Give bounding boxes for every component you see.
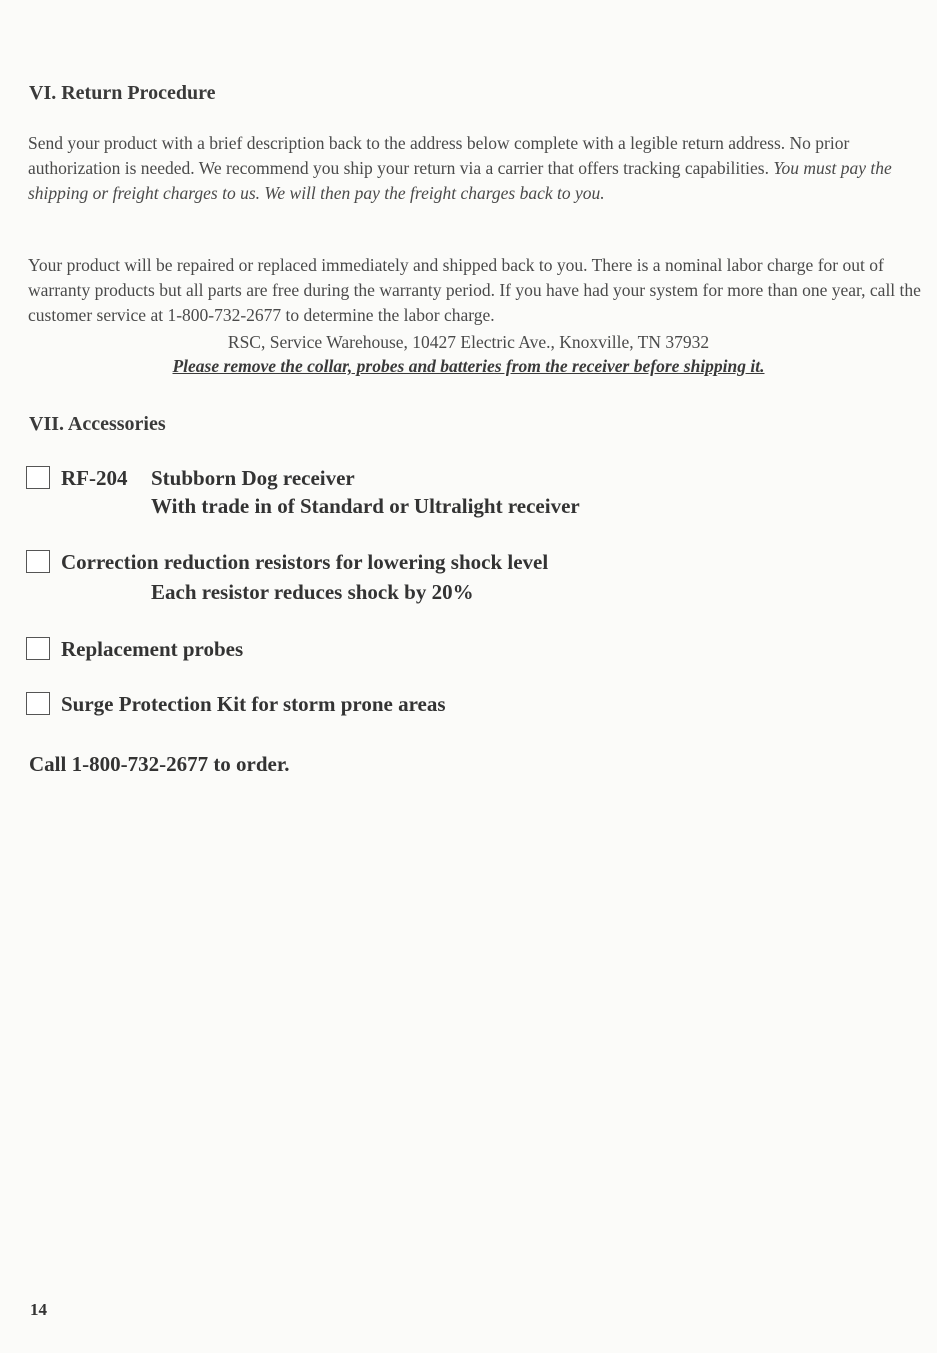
resistors-note: Each resistor reduces shock by 20% [151,580,474,604]
surge-kit-label: Surge Protection Kit for storm prone areas [61,692,446,716]
removal-notice-text: Please remove the collar, probes and batteries from the receiver before shipping it. [172,356,765,376]
receiver-trade-in-note: With trade in of Standard or Ultralight receiver [151,494,580,518]
receiver-name: Stubborn Dog receiver [151,466,355,490]
resistors-checkbox[interactable] [26,550,50,573]
accessories-heading: VII. Accessories [29,413,166,435]
order-phone-instruction: Call 1-800-732-2677 to order. [29,752,290,776]
receiver-label [61,466,355,491]
probes-label: Replacement probes [61,637,244,661]
return-procedure-heading: VI. Return Procedure [29,82,216,104]
removal-notice [0,356,937,377]
service-address: RSC, Service Warehouse, 10427 Electric Ave., Knoxville, TN 37932 [227,332,710,352]
probes-checkbox[interactable] [26,637,50,660]
page-number: 14 [30,1300,47,1319]
shipping-charges-note: You must pay the shipping or freight charges to us. We will then pay the freight charges back to you. [28,158,892,203]
return-instructions-paragraph [28,131,923,206]
return-instructions-text: Send your product with a brief description back to the address below complete with a legible return address. No prior authorization is needed. We recommend you ship your return via a carrier that offers tracking capabilities. [28,133,850,178]
resistors-label: Correction reduction resistors for lowering shock level [61,550,549,574]
repair-policy-paragraph: Your product will be repaired or replaced immediately and shipped back to you. There is a nominal labor charge for out of warranty products but all parts are free during the warranty period. If you have had your system for more than one year, call the customer service at 1-800-732-2677 to determine the labor charge. [28,255,921,325]
receiver-checkbox[interactable] [26,466,50,489]
receiver-code: RF-204 [61,466,128,490]
surge-kit-checkbox[interactable] [26,692,50,715]
